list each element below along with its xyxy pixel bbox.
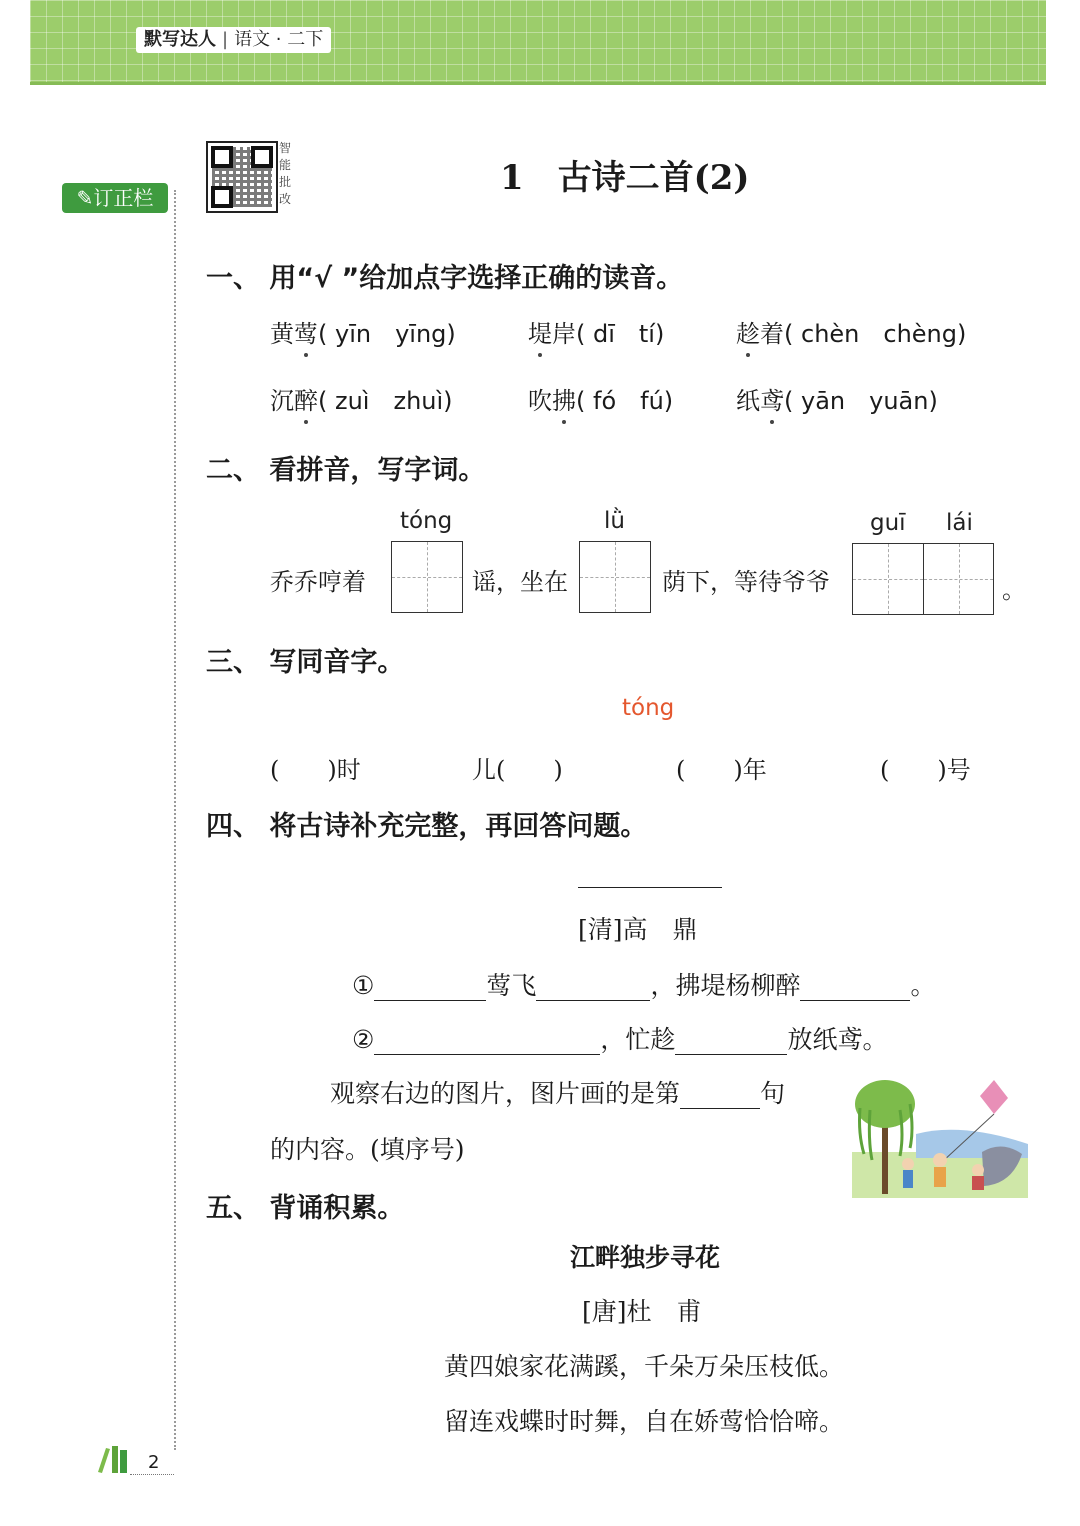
subject-grade: 语文 · 二下 xyxy=(234,29,324,50)
separator: | xyxy=(222,29,229,50)
dotted-char: 醉 xyxy=(294,381,318,416)
lesson-title: 1 古诗二首(2) xyxy=(500,158,750,198)
answer-blank[interactable] xyxy=(374,1025,600,1055)
word-char: 着 xyxy=(760,320,784,348)
answer-blank[interactable] xyxy=(374,971,486,1001)
pinyin-options: ( yīn yīng) xyxy=(318,320,456,348)
pinyin-options: ( fó fú) xyxy=(576,387,674,415)
pinyin-choice-item[interactable] xyxy=(736,381,938,416)
writing-grid[interactable] xyxy=(579,541,651,613)
illustration-child xyxy=(933,1153,947,1167)
homophone-blank[interactable]: ( )时 xyxy=(270,756,361,784)
dotted-char: 趁 xyxy=(736,314,760,349)
dotted-char: 堤 xyxy=(528,314,552,349)
picture-question xyxy=(330,1074,785,1110)
qr-finder xyxy=(251,146,273,168)
answer-blank[interactable] xyxy=(800,971,910,1001)
page-number: 2 xyxy=(148,1452,160,1473)
section-2-heading: 二、 看拼音，写字词。 xyxy=(206,455,486,486)
qr-caption-char: 智 xyxy=(278,141,291,155)
series-name: 默写达人 xyxy=(144,29,216,50)
illustration-child-body xyxy=(934,1167,946,1187)
sentence-text: 荫下，等待爷爷 xyxy=(662,568,830,596)
poem-line: 留连戏蝶时时舞，自在娇莺恰恰啼。 xyxy=(444,1407,845,1436)
poem-fill-line xyxy=(352,966,935,1002)
grid-cell[interactable] xyxy=(923,544,993,614)
qr-caption-char: 改 xyxy=(278,192,291,206)
writing-grid[interactable] xyxy=(391,541,463,613)
book-shape xyxy=(98,1448,110,1473)
qr-caption-char: 能 xyxy=(278,158,291,172)
word-char: 吹 xyxy=(528,387,552,415)
qr-caption xyxy=(276,140,294,208)
homophone-blank[interactable]: ( )号 xyxy=(880,756,971,784)
section-5-heading: 五、 背诵积累。 xyxy=(206,1193,405,1224)
section-3-heading: 三、 写同音字。 xyxy=(206,647,405,678)
pinyin-options: ( zuì zhuì) xyxy=(318,387,453,415)
answer-blank[interactable] xyxy=(536,971,650,1001)
qr-caption-char: 批 xyxy=(278,175,291,189)
qr-finder xyxy=(211,146,233,168)
pinyin-choice-item[interactable] xyxy=(270,314,456,349)
pinyin-options: ( chèn chèng) xyxy=(784,320,967,348)
question-text: 的内容。(填序号) xyxy=(270,1135,465,1164)
question-text: 句 xyxy=(760,1079,786,1108)
dotted-char: 莺 xyxy=(294,314,318,349)
answer-blank[interactable] xyxy=(675,1025,787,1055)
sentence-text: 乔乔哼着 xyxy=(270,568,366,596)
sentence-end: 。 xyxy=(1002,576,1026,604)
illustration-child xyxy=(972,1164,984,1176)
pinyin-options: ( yān yuān) xyxy=(784,387,938,415)
poem-fill-line xyxy=(352,1020,887,1056)
poem-text: 莺飞 xyxy=(486,971,537,1000)
pinyin-choice-item[interactable] xyxy=(528,314,664,349)
qr-finder xyxy=(211,186,233,208)
pinyin-choice-item[interactable] xyxy=(736,314,966,349)
grid-cell[interactable] xyxy=(853,544,923,614)
pinyin-hint: tóng xyxy=(400,508,453,534)
books-icon xyxy=(96,1444,136,1474)
poem-author: [唐]杜 甫 xyxy=(582,1297,702,1326)
pinyin-options: ( dī tí) xyxy=(576,320,665,348)
illustration-kite xyxy=(980,1080,1008,1114)
poem-text: 放纸鸢。 xyxy=(787,1025,888,1054)
poem-text: ，拂堤杨柳醉 xyxy=(650,971,801,1000)
illustration-child-body xyxy=(972,1176,984,1190)
illustration-child xyxy=(902,1158,914,1170)
illustration-child-body xyxy=(903,1170,913,1188)
illustration-willow-crown xyxy=(855,1080,915,1128)
dotted-char: 鸢 xyxy=(760,381,784,416)
pinyin-hint: guī xyxy=(870,510,906,536)
pinyin-hint: lái xyxy=(946,510,973,536)
footer-rule xyxy=(130,1474,174,1475)
dotted-char: 拂 xyxy=(552,381,576,416)
pinyin-choice-item[interactable] xyxy=(528,381,673,416)
word-char: 纸 xyxy=(736,387,760,415)
book-shape xyxy=(112,1446,118,1473)
poem-author: [清]高 鼎 xyxy=(578,915,698,944)
kite-flying-illustration xyxy=(852,1074,1028,1198)
writing-grid[interactable] xyxy=(852,543,994,615)
line-number: ② xyxy=(352,1025,375,1054)
word-char: 黄 xyxy=(270,320,294,348)
margin-divider xyxy=(174,190,176,1450)
pinyin-choice-item[interactable] xyxy=(270,381,453,416)
question-text: 观察右边的图片，图片画的是第 xyxy=(330,1079,681,1108)
answer-blank[interactable] xyxy=(680,1079,760,1109)
qr-code-icon[interactable] xyxy=(206,141,278,213)
poem-title: 江畔独步寻花 xyxy=(570,1243,721,1272)
grid-cell[interactable] xyxy=(392,542,462,612)
poem-text: 。 xyxy=(910,971,936,1000)
section-1-heading: 一、 用“√ ”给加点字选择正确的读音。 xyxy=(206,263,684,294)
correction-column-tag: ✎订正栏 xyxy=(62,183,168,213)
pinyin-hint: lǜ xyxy=(604,508,625,534)
sentence-text: 谣，坐在 xyxy=(472,568,568,596)
homophone-pinyin: tóng xyxy=(622,695,675,721)
word-char: 岸 xyxy=(552,320,576,348)
poem-title-blank[interactable] xyxy=(578,887,722,888)
book-shape xyxy=(120,1450,127,1473)
poem-line: 黄四娘家花满蹊，千朵万朵压枝低。 xyxy=(444,1352,845,1381)
word-char: 沉 xyxy=(270,387,294,415)
homophone-blank[interactable]: ( )年 xyxy=(676,756,767,784)
line-number: ① xyxy=(352,971,375,1000)
grid-cell[interactable] xyxy=(580,542,650,612)
series-label xyxy=(136,27,331,53)
poem-text: ，忙趁 xyxy=(600,1025,676,1054)
header-banner xyxy=(30,0,1046,85)
homophone-blank[interactable]: 儿( ) xyxy=(472,756,563,784)
section-4-heading: 四、 将古诗补充完整，再回答问题。 xyxy=(206,811,648,842)
